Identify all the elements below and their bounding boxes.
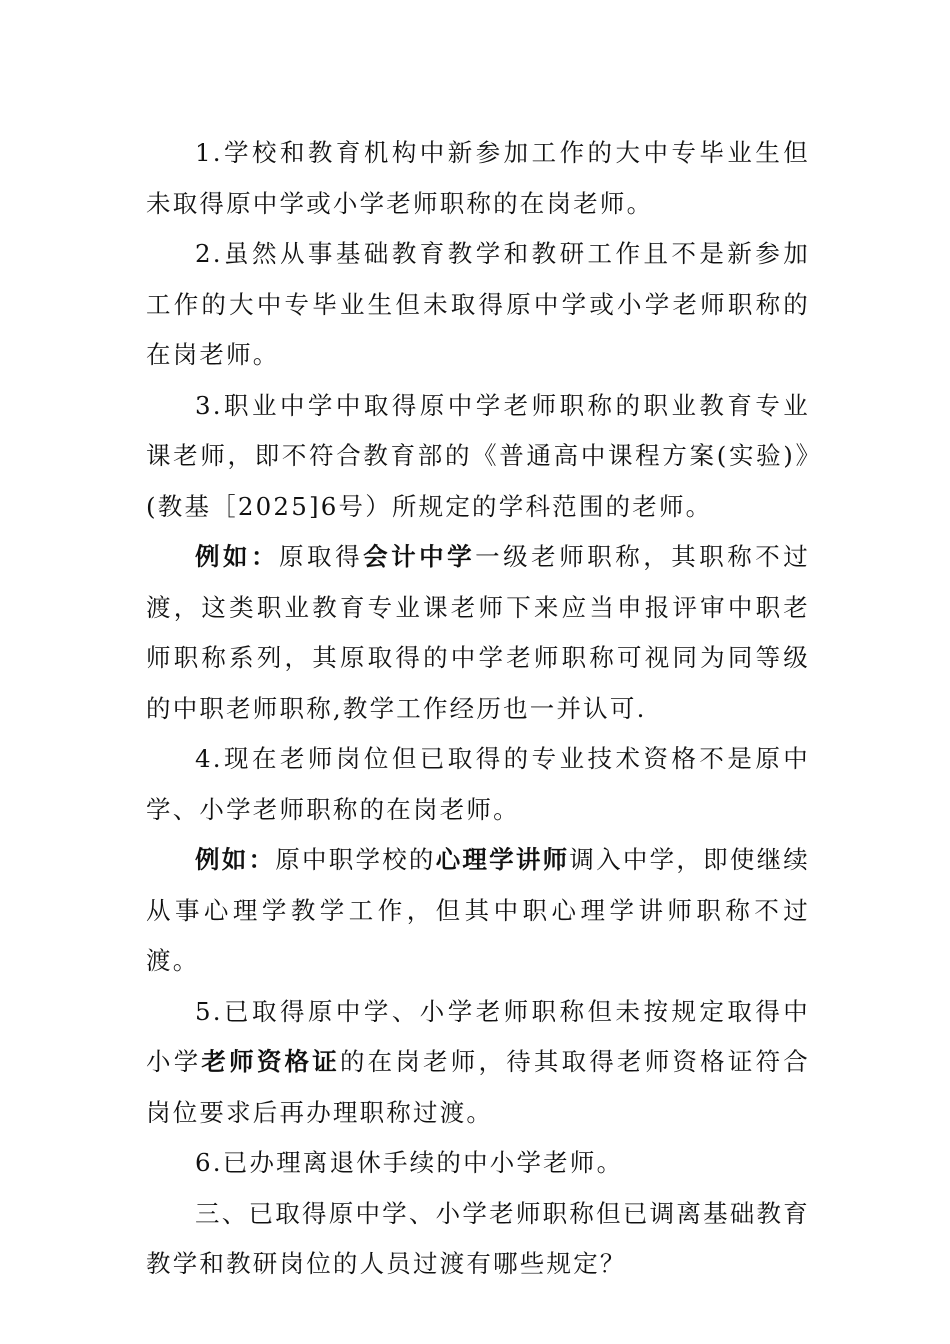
example-lead: 例如： (195, 845, 276, 874)
example-text-post: 一级老师职称，其职称不过渡，这类职业教育专业课老师下来应当申报评审中职老师职称系列，其原取得的中学老师职称可视同为同等级的中职老师职称,教学工作经历也一并认可. (146, 542, 810, 723)
list-item-2: 2.虽然从事基础教育教学和教研工作且不是新参加工作的大中专毕业生但未取得原中学或小学老师职称的在岗老师。 (146, 239, 810, 369)
example-text-pre: 原中职学校的 (275, 845, 436, 874)
list-item-5 (146, 987, 810, 1139)
example-text-pre: 原取得 (279, 542, 364, 571)
example-paragraph-1 (146, 532, 810, 734)
example-highlight: 会计中学 (363, 542, 476, 571)
list-item-4: 4.现在老师岗位但已取得的专业技术资格不是原中学、小学老师职称的在岗老师。 (146, 744, 810, 824)
item-text-pre: 5.已取得原中学、小学老师职称但未按规定取得中小学 (146, 996, 810, 1076)
document-body (146, 128, 810, 1290)
item-highlight: 老师资格证 (201, 1047, 340, 1076)
section-heading-3: 三、已取得原中学、小学老师职称但已调离基础教育教学和教研岗位的人员过渡有哪些规定？ (146, 1198, 810, 1278)
example-paragraph-2 (146, 835, 810, 987)
example-lead: 例如： (195, 542, 280, 571)
example-highlight: 心理学讲师 (435, 845, 570, 874)
example-text-post: 调入中学，即使继续从事心理学教学工作，但其中职心理学讲师职称不过渡。 (146, 845, 811, 975)
list-item-1: 1.学校和教育机构中新参加工作的大中专毕业生但未取得原中学或小学老师职称的在岗老师。 (146, 138, 810, 218)
list-item-6: 6.已办理离退休手续的中小学老师。 (195, 1148, 624, 1177)
item-text-post: 的在岗老师，待其取得老师资格证符合岗位要求后再办理职称过渡。 (146, 1047, 810, 1127)
list-item-3: 3.职业中学中取得原中学老师职称的职业教育专业课老师，即不符合教育部的《普通高中课程方案(实验)》(教基［2025]6号）所规定的学科范围的老师。 (146, 390, 810, 521)
